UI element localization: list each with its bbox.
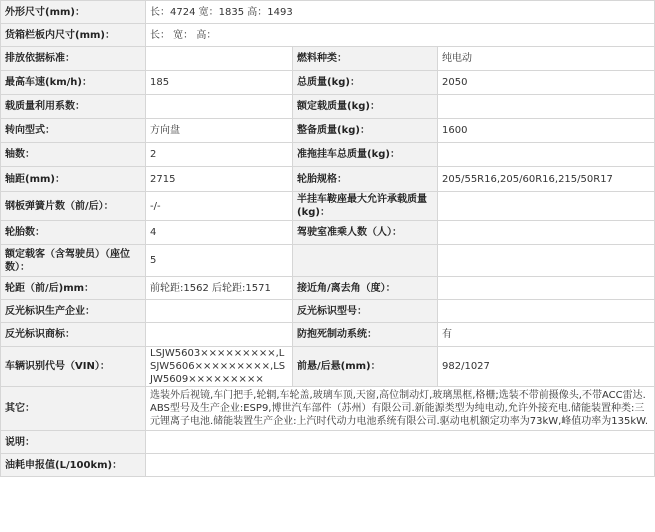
spec-value: 2715 bbox=[146, 167, 293, 192]
spec-value bbox=[438, 192, 655, 221]
spec-value bbox=[146, 431, 655, 454]
spec-label: 驾驶室准乘人数（人）： bbox=[293, 221, 438, 245]
spec-value: 1600 bbox=[438, 119, 655, 143]
spec-row bbox=[1, 167, 655, 192]
spec-row bbox=[1, 221, 655, 245]
spec-label bbox=[293, 245, 438, 277]
spec-row bbox=[1, 387, 655, 431]
spec-value: 选装外后视镜,车门把手,轮辋,车轮盖,玻璃车顶,天窗,高位制动灯,玻璃黑框,格栅;选装不带前摄像头,不带ACC雷达.ABS型号及生产企业:ESP9,博世汽车部件（苏州）有限公司.新能源类型为纯电动,允许外接充电.储能装置种类:三元锂离子电池.储能装置生产企业:上汽时代动力电池系统有限公司.驱动电机额定功率为73kW,峰值功率为135kW. bbox=[146, 387, 655, 431]
spec-row bbox=[1, 300, 655, 323]
spec-label: 外形尺寸(mm)： bbox=[1, 1, 146, 24]
spec-value: 纯电动 bbox=[438, 47, 655, 71]
spec-value bbox=[146, 300, 293, 323]
spec-row bbox=[1, 119, 655, 143]
spec-label: 准拖挂车总质量(kg)： bbox=[293, 143, 438, 167]
spec-label: 整备质量(kg)： bbox=[293, 119, 438, 143]
spec-row bbox=[1, 245, 655, 277]
spec-label: 轮胎数： bbox=[1, 221, 146, 245]
spec-value: 205/55R16,205/60R16,215/50R17 bbox=[438, 167, 655, 192]
spec-row bbox=[1, 47, 655, 71]
spec-value: 982/1027 bbox=[438, 347, 655, 387]
spec-label: 总质量(kg)： bbox=[293, 71, 438, 95]
spec-value bbox=[438, 245, 655, 277]
spec-value bbox=[146, 47, 293, 71]
spec-value bbox=[438, 143, 655, 167]
spec-value bbox=[146, 323, 293, 347]
spec-value: 5 bbox=[146, 245, 293, 277]
spec-label: 最高车速(km/h)： bbox=[1, 71, 146, 95]
spec-row bbox=[1, 24, 655, 47]
spec-value: LSJW5603×××××××××,LSJW5606×××××××××,LSJW5609××××××××× bbox=[146, 347, 293, 387]
spec-row bbox=[1, 143, 655, 167]
spec-label: 反光标识生产企业： bbox=[1, 300, 146, 323]
spec-row bbox=[1, 192, 655, 221]
spec-label: 燃料种类： bbox=[293, 47, 438, 71]
spec-label: 反光标识型号： bbox=[293, 300, 438, 323]
spec-label: 轮胎规格： bbox=[293, 167, 438, 192]
spec-label: 货箱栏板内尺寸(mm)： bbox=[1, 24, 146, 47]
spec-table-body bbox=[1, 1, 655, 477]
spec-value bbox=[438, 221, 655, 245]
spec-label: 排放依据标准： bbox=[1, 47, 146, 71]
spec-label: 轴数： bbox=[1, 143, 146, 167]
spec-label: 转向型式： bbox=[1, 119, 146, 143]
spec-value: -/- bbox=[146, 192, 293, 221]
spec-label: 前悬/后悬(mm)： bbox=[293, 347, 438, 387]
spec-row bbox=[1, 454, 655, 477]
spec-row bbox=[1, 431, 655, 454]
spec-row bbox=[1, 347, 655, 387]
spec-label: 半挂车鞍座最大允许承载质量(kg)： bbox=[293, 192, 438, 221]
spec-label: 载质量利用系数： bbox=[1, 95, 146, 119]
spec-value bbox=[438, 300, 655, 323]
spec-value: 有 bbox=[438, 323, 655, 347]
spec-label: 反光标识商标： bbox=[1, 323, 146, 347]
spec-value: 前轮距:1562 后轮距:1571 bbox=[146, 277, 293, 300]
spec-value bbox=[438, 95, 655, 119]
spec-value bbox=[438, 277, 655, 300]
spec-row bbox=[1, 323, 655, 347]
spec-label: 防抱死制动系统： bbox=[293, 323, 438, 347]
spec-label: 钢板弹簧片数（前/后）： bbox=[1, 192, 146, 221]
spec-value bbox=[146, 95, 293, 119]
spec-label: 车辆识别代号（VIN）： bbox=[1, 347, 146, 387]
spec-row bbox=[1, 1, 655, 24]
spec-row bbox=[1, 277, 655, 300]
spec-value: 2050 bbox=[438, 71, 655, 95]
spec-label: 额定载客（含驾驶员）（座位数）： bbox=[1, 245, 146, 277]
spec-label: 轮距（前/后)mm： bbox=[1, 277, 146, 300]
spec-value: 方向盘 bbox=[146, 119, 293, 143]
spec-label: 接近角/离去角（度）： bbox=[293, 277, 438, 300]
spec-label: 油耗申报值(L/100km)： bbox=[1, 454, 146, 477]
spec-value: 长：4724 宽：1835 高：1493 bbox=[146, 1, 655, 24]
spec-value: 185 bbox=[146, 71, 293, 95]
spec-label: 说明： bbox=[1, 431, 146, 454]
spec-label: 轴距(mm)： bbox=[1, 167, 146, 192]
spec-value: 长： 宽： 高： bbox=[146, 24, 655, 47]
spec-row bbox=[1, 71, 655, 95]
spec-label: 额定载质量(kg)： bbox=[293, 95, 438, 119]
spec-value: 2 bbox=[146, 143, 293, 167]
spec-row bbox=[1, 95, 655, 119]
spec-value bbox=[146, 454, 655, 477]
spec-label: 其它： bbox=[1, 387, 146, 431]
spec-value: 4 bbox=[146, 221, 293, 245]
